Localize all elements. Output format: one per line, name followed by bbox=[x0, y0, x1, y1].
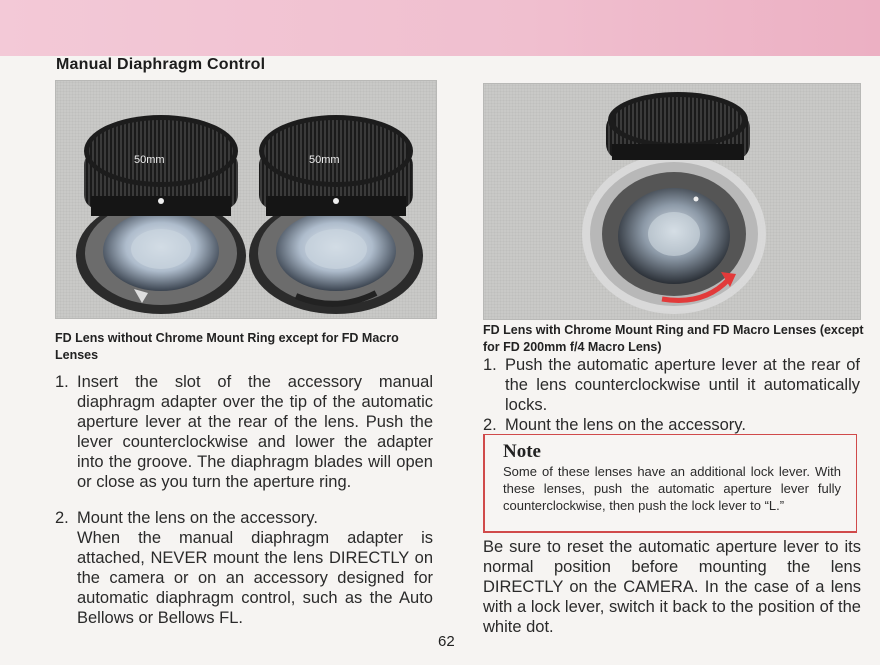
chrome-ring-lens-photo bbox=[483, 83, 861, 320]
step-text: Mount the lens on the accessory. bbox=[505, 416, 746, 434]
page-number: 62 bbox=[438, 633, 455, 650]
list-item bbox=[483, 415, 860, 435]
step-text: Push the automatic aperture lever at the rear of the lens counterclockwise until it automatically locks. bbox=[505, 356, 860, 414]
list-item bbox=[55, 372, 433, 492]
section-title: Manual Diaphragm Control bbox=[56, 56, 266, 73]
left-photo-caption: FD Lens without Chrome Mount Ring except for FD Macro Lenses bbox=[55, 331, 399, 362]
step-number: 1. bbox=[55, 373, 69, 391]
step-number: 1. bbox=[483, 356, 497, 374]
lens-rear-view bbox=[582, 92, 766, 314]
note-title: Note bbox=[503, 441, 541, 462]
reset-instruction: Be sure to reset the automatic aperture lever to its normal position before mounting the lens DIRECTLY on the CAMERA. In the case of a lens with a lock lever, switch it back to the position of the white dot. bbox=[483, 538, 861, 636]
step-text: Insert the slot of the accessory manual diaphragm adapter over the tip of the automatic aperture lever at the rear of the lens. Push the lever counterclockwise and lower the adapter into the groove. The diaphragm blades will open or close as you turn the aperture ring. bbox=[77, 373, 433, 491]
note-body: Some of these lenses have an additional lock lever. With these lenses, push the automatic aperture lever fully counterclockwise, then push the lock lever to “L.” bbox=[503, 464, 841, 513]
focal-length-marking: 50mm bbox=[309, 154, 340, 166]
lens-with-adapter bbox=[249, 115, 423, 314]
step-text: Mount the lens on the accessory. bbox=[77, 509, 318, 527]
step-number: 2. bbox=[55, 509, 69, 527]
right-photo-caption: FD Lens with Chrome Mount Ring and FD Macro Lenses (except for FD 200mm f/4 Macro Lens) bbox=[483, 323, 864, 354]
left-instructions bbox=[55, 372, 433, 628]
lens-pair-photo bbox=[55, 80, 437, 319]
focal-length-marking: 50mm bbox=[134, 154, 165, 166]
lens-without-chrome-ring bbox=[76, 115, 246, 314]
lens-illustration-left bbox=[56, 81, 436, 318]
header-band bbox=[0, 0, 880, 56]
right-instructions bbox=[483, 355, 860, 435]
list-item bbox=[55, 508, 433, 628]
note-box bbox=[483, 434, 857, 533]
list-item bbox=[483, 355, 860, 415]
lens-illustration-right bbox=[484, 84, 860, 319]
step-continuation: When the manual diaphragm adapter is attached, NEVER mount the lens DIRECTLY on the camera or on an accessory designed for automatic diaphragm control, such as the Auto Bellows or Bellows FL. bbox=[77, 529, 433, 627]
step-number: 2. bbox=[483, 416, 497, 434]
